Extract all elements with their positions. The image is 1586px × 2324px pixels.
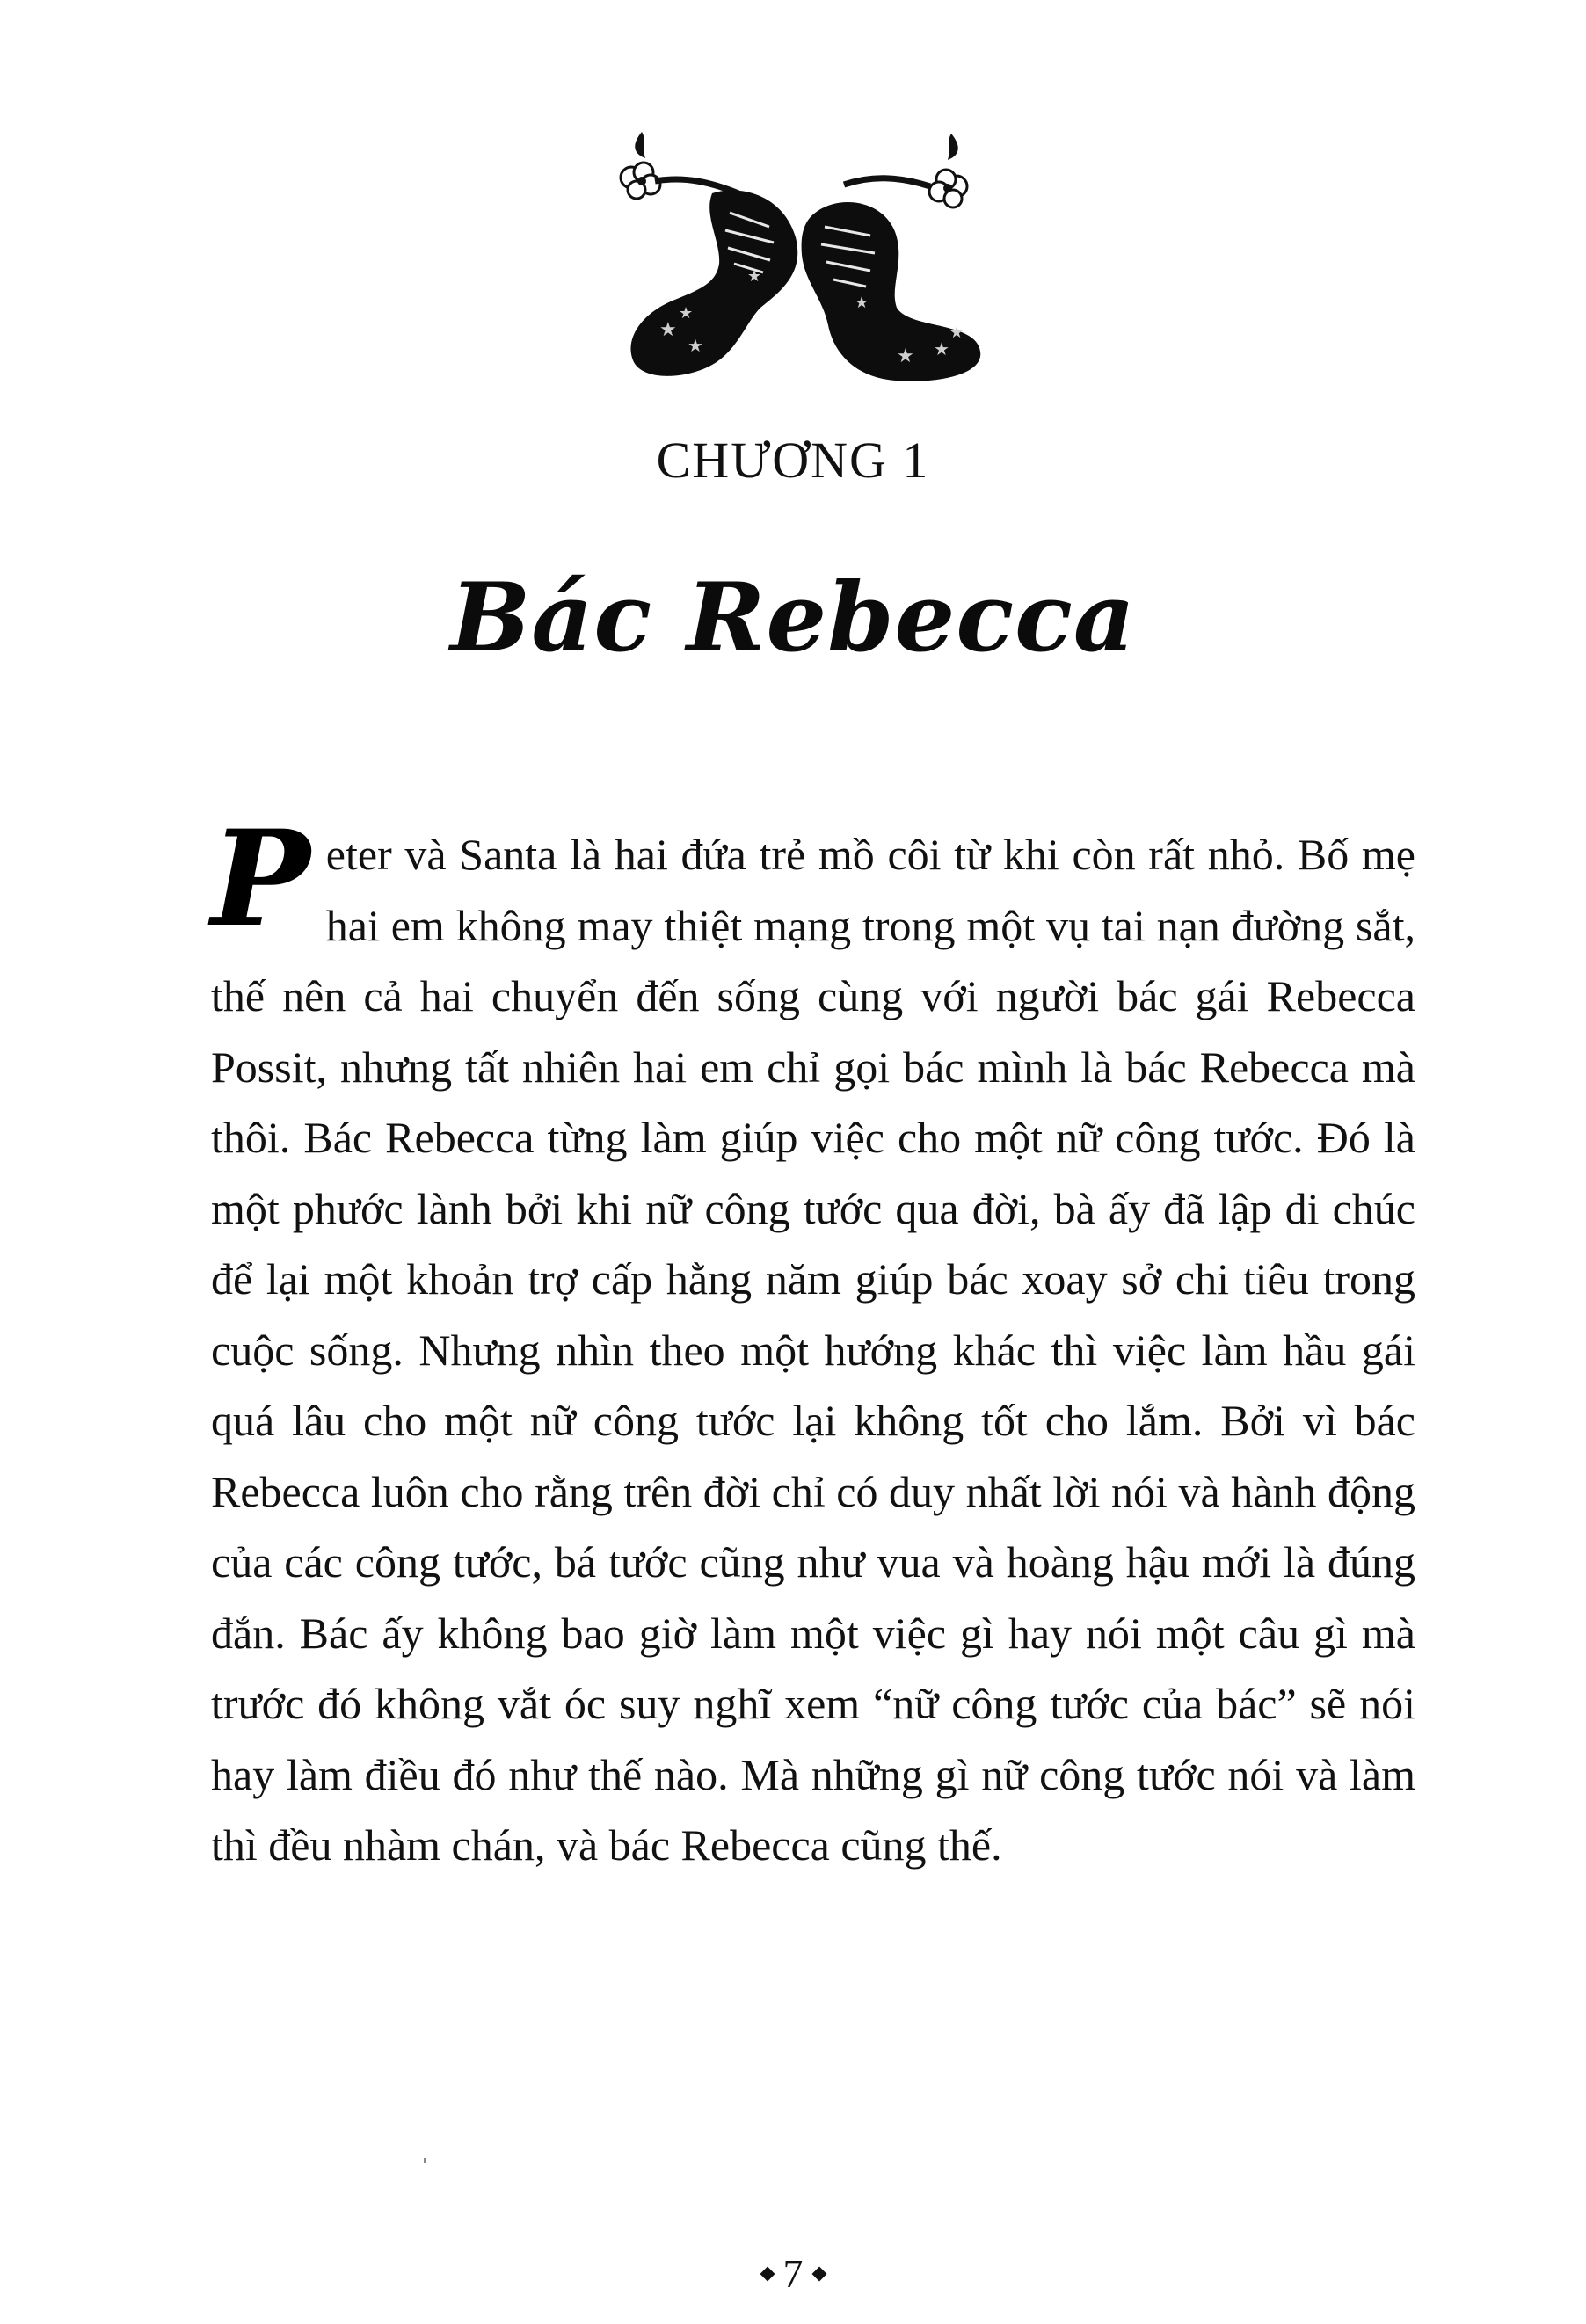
svg-text:★: ★: [855, 294, 869, 312]
diamond-right-icon: [811, 2267, 826, 2282]
page-number-footer: [0, 2250, 1586, 2297]
svg-text:★: ★: [747, 267, 762, 286]
chapter-label: CHƯƠNG 1: [656, 432, 930, 489]
drop-cap: P: [211, 802, 310, 956]
svg-text:★: ★: [897, 345, 914, 367]
boots-ornament-icon: [607, 132, 1002, 387]
body-text: eter và Santa là hai đứa trẻ mồ côi từ khi còn rất nhỏ. Bố mẹ hai em không may thiệt mạng trong một vụ tai nạn đường sắt, thế nên cả hai chuyển đến sống cùng với người bác gái Rebecca Possit, nhưng tất nhiên hai em chỉ gọi bác mình là bác Rebecca mà thôi. Bác Rebecca từng làm giúp việc cho một nữ công tước. Đó là một phước lành bởi khi nữ công tước qua đời, bà ấy đã lập di chúc để lại một khoản trợ cấp hằng năm giúp bác xoay sở chi tiêu trong cuộc sống. Nhưng nhìn theo một hướng khác thì việc làm hầu gái quá lâu cho một nữ công tước lại không tốt cho lắm. Bởi vì bác Rebecca luôn cho rằng trên đời chỉ có duy nhất lời nói và hành động của các công tước, bá tước cũng như vua và hoàng hậu mới là đúng đắn. Bác ấy không bao giờ làm một việc gì hay nói một câu gì mà trước đó không vắt óc suy nghĩ xem “nữ công tước của bác” sẽ nói hay làm điều đó như thế nào. Mà những gì nữ công tước nói và làm thì đều nhàm chán, và bác Rebecca cũng thế.: [211, 830, 1415, 1870]
scan-speck: [424, 2158, 426, 2163]
diamond-left-icon: [760, 2267, 775, 2282]
svg-text:★: ★: [688, 335, 703, 356]
left-flower-icon: [621, 132, 738, 199]
right-flower-icon: [844, 134, 967, 207]
svg-text:★: ★: [949, 323, 964, 342]
body-paragraph: [211, 802, 1415, 1881]
chapter-title: Bác Rebecca: [450, 563, 1136, 673]
svg-text:★: ★: [679, 304, 694, 323]
svg-text:★: ★: [934, 338, 949, 359]
right-boot-icon: [802, 202, 981, 381]
page-number: 7: [782, 2251, 804, 2296]
svg-text:★: ★: [659, 319, 677, 341]
left-boot-icon: [630, 191, 797, 376]
